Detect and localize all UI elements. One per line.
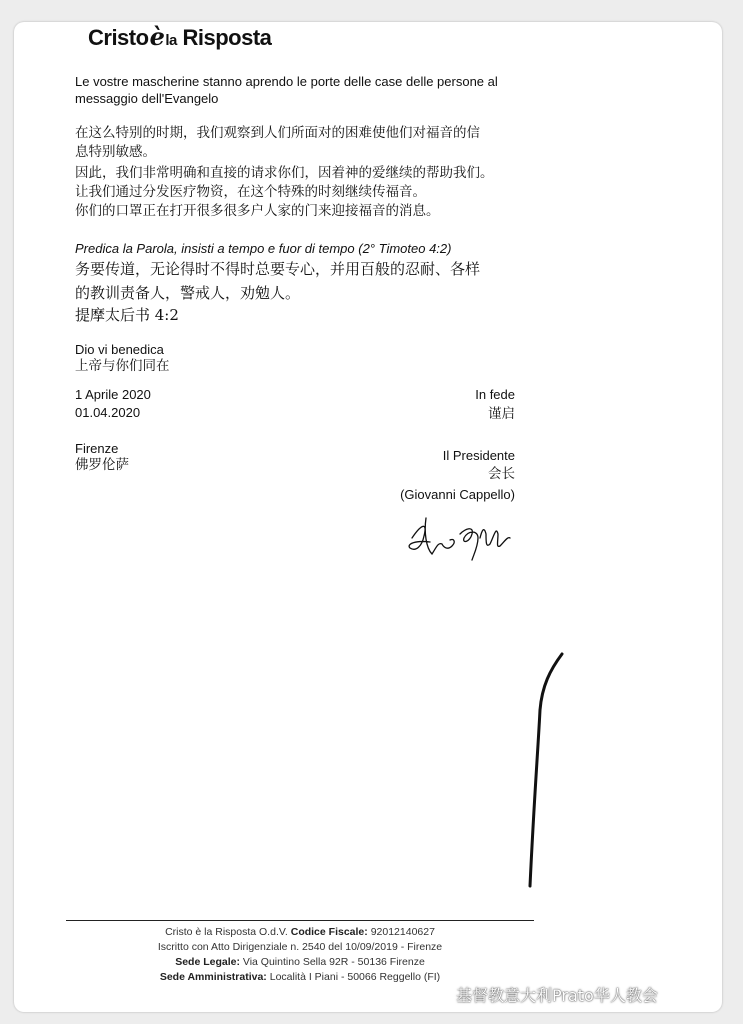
intro-chinese-line-3: 因此，我们非常明确和直接的请求你们，因着神的爱继续的帮助我们。 [75, 165, 494, 181]
intro-italian-line-1: Le vostre mascherine stanno aprendo le porte delle case delle persone al [75, 74, 498, 89]
pen-stroke-mark [520, 650, 570, 890]
intro-chinese-line-4: 让我们通过分发医疗物资，在这个特殊的时刻继续传福音。 [75, 184, 426, 200]
letterhead-logo: Cristoèla Risposta [88, 22, 272, 51]
blessing-chinese: 上帝与你们同在 [75, 358, 170, 374]
verse-chinese-line-2: 的教训责备人，警戒人，劝勉人。 [75, 284, 301, 302]
wechat-icon [430, 982, 452, 1002]
closing-chinese: 谨启 [488, 406, 515, 422]
verse-chinese-line-1: 务要传道，无论得时不得时总要专心，并用百般的忍耐、各样 [75, 260, 481, 278]
intro-chinese-line-2: 息特别敏感。 [75, 144, 156, 160]
intro-chinese-line-5: 你们的口罩正在打开很多很多户人家的门来迎接福音的消息。 [75, 203, 440, 219]
place-chinese: 佛罗伦萨 [75, 457, 129, 473]
verse-italian: Predica la Parola, insisti a tempo e fuor di tempo (2° Timoteo 4:2) [75, 241, 452, 256]
footer-divider [66, 920, 534, 921]
watermark-text: 基督教意大利Prato华人教会 [456, 986, 658, 1005]
intro-italian-line-2: messaggio dell'Evangelo [75, 91, 219, 106]
signature-image [402, 508, 517, 568]
date-numeric: 01.04.2020 [75, 405, 141, 420]
footer-line-4: Sede Amministrativa: Località I Piani - 50066 Reggello (FI) [159, 971, 441, 983]
blessing-italian: Dio vi benedica [75, 342, 164, 357]
verse-reference: 提摩太后书 4:2 [75, 306, 179, 324]
footer-line-1: Cristo è la Risposta O.d.V. Codice Fiscale: 92012140627 [165, 926, 435, 938]
footer-line-2: Iscritto con Atto Dirigenziale n. 2540 del 10/09/2019 - Firenze [157, 941, 443, 953]
president-name: (Giovanni Cappello) [400, 487, 515, 502]
place-italian: Firenze [75, 441, 119, 456]
date-text: 1 Aprile 2020 [75, 387, 151, 402]
intro-chinese-line-1: 在这么特别的时期，我们观察到人们所面对的困难使他们对福音的信 [75, 125, 480, 141]
president-title-chinese: 会长 [488, 466, 515, 482]
closing-italian: In fede [475, 387, 515, 402]
footer-line-3: Sede Legale: Via Quintino Sella 92R - 50136 Firenze [175, 956, 425, 968]
president-title-italian: Il Presidente [442, 448, 515, 463]
